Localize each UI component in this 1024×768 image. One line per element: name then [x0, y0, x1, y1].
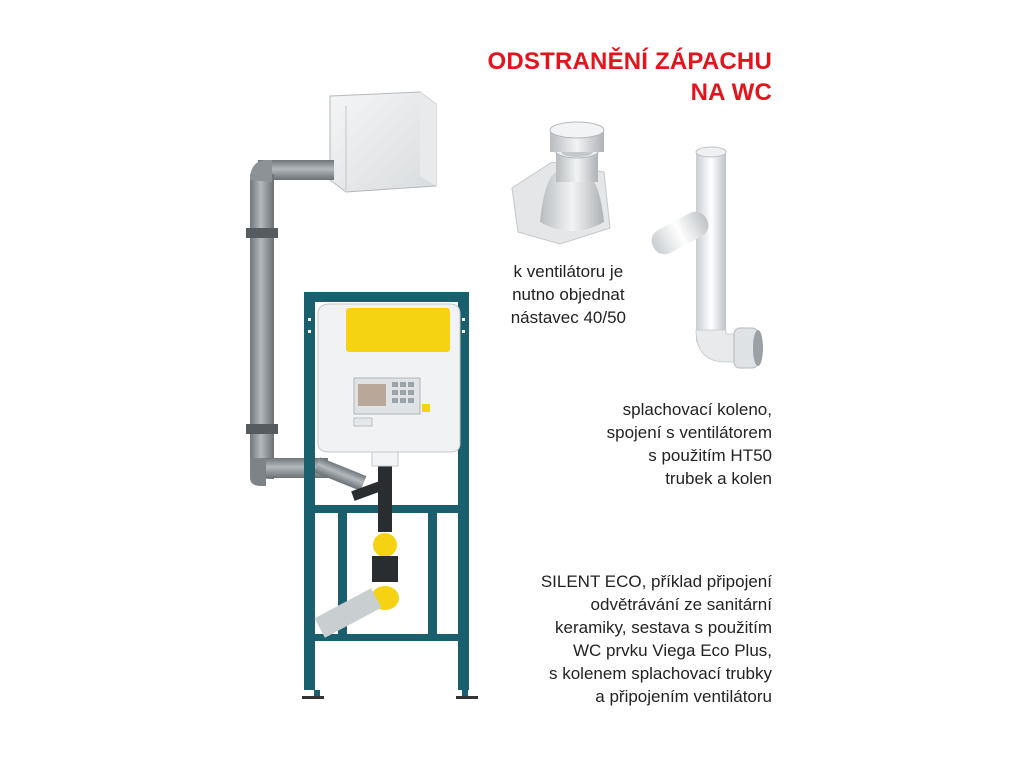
caption-line: WC prvku Viega Eco Plus,	[572, 641, 772, 660]
adapter-caption	[511, 260, 626, 329]
page-title-line-1: ODSTRANĚNÍ ZÁPACHU	[487, 48, 772, 75]
caption-line: nutno objednat	[512, 285, 625, 304]
fan-box	[330, 92, 436, 192]
caption-line: SILENT ECO, příklad připojení	[540, 572, 772, 591]
caption-line: trubek a kolen	[665, 469, 772, 488]
caption-line: nástavec 40/50	[510, 308, 626, 327]
caption-line: s použitím HT50	[648, 446, 772, 465]
adapter-40-50	[512, 122, 610, 244]
caption-line: spojení s ventilátorem	[606, 423, 772, 442]
page-title	[488, 46, 773, 108]
caption-line: a připojením ventilátoru	[595, 687, 772, 706]
caption-line: splachovací koleno,	[622, 400, 772, 419]
caption-line: k ventilátoru je	[513, 262, 624, 281]
elbow-caption	[607, 398, 772, 490]
caption-line: s kolenem splachovací trubky	[549, 664, 772, 683]
flush-elbow	[647, 147, 763, 368]
cistern	[318, 304, 460, 452]
caption-line: odvětrávání ze sanitární	[590, 595, 772, 614]
page-title-line-2: NA WC	[690, 79, 772, 106]
caption-line: keramiky, sestava s použitím	[555, 618, 772, 637]
silent-eco-caption	[541, 570, 772, 708]
